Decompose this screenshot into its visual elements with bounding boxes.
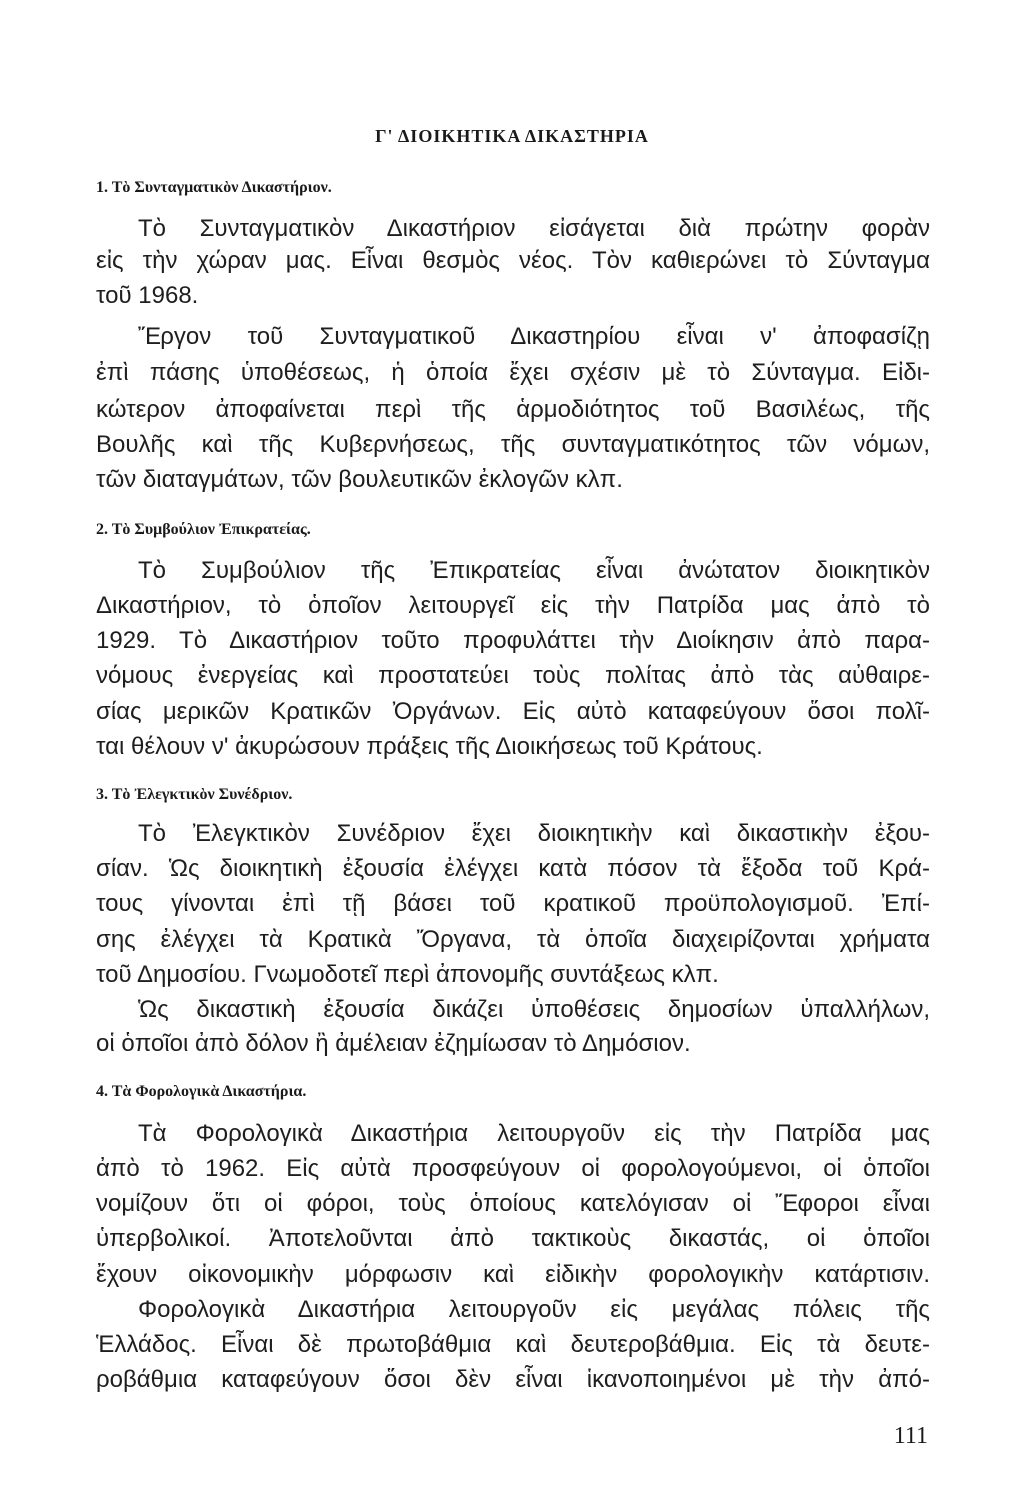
paragraph-line: κώτερον ἀποφαίνεται περὶ τῆς ἁρμοδιότητος τοῦ Βασιλέως, τῆς xyxy=(96,396,930,423)
paragraph-line: σης ἐλέγχει τὰ Κρατικὰ Ὄργανα, τὰ ὁποῖα διαχειρίζονται χρήματα xyxy=(96,926,930,953)
section-heading-constitutional-court: 1. Τὸ Συνταγματικὸν Δικαστήριον. xyxy=(96,179,332,196)
paragraph-line: ὑπερβολικοί. Ἀποτελοῦνται ἀπὸ τακτικοὺς δικαστάς, οἱ ὁποῖοι xyxy=(96,1225,930,1252)
paragraph-line: Ὡς δικαστικὴ ἐξουσία δικάζει ὑποθέσεις δημοσίων ὑπαλλήλων, xyxy=(138,996,930,1023)
paragraph-line: 1929. Τὸ Δικαστήριον τοῦτο προφυλάττει τὴν Διοίκησιν ἀπὸ παρα- xyxy=(96,627,930,654)
section-heading-court-of-audit: 3. Τὸ Ἐλεγκτικὸν Συνέδριον. xyxy=(96,786,293,803)
paragraph-line: ἀπὸ τὸ 1962. Εἰς αὐτὰ προσφεύγουν οἱ φορολογούμενοι, οἱ ὁποῖοι xyxy=(96,1155,930,1182)
paragraph-line: σίαν. Ὡς διοικητικὴ ἐξουσία ἐλέγχει κατὰ πόσον τὰ ἔξοδα τοῦ Κρά- xyxy=(96,855,930,882)
paragraph-line: τῶν διαταγμάτων, τῶν βουλευτικῶν ἐκλογῶν κλπ. xyxy=(96,466,623,493)
section-heading-tax-courts: 4. Τὰ Φορολογικὰ Δικαστήρια. xyxy=(96,1083,307,1100)
paragraph-line: ἐπὶ πάσης ὑποθέσεως, ἡ ὁποία ἔχει σχέσιν μὲ τὸ Σύνταγμα. Εἰδι- xyxy=(96,359,930,386)
paragraph-line: νόμους ἐνεργείας καὶ προστατεύει τοὺς πολίτας ἀπὸ τὰς αὐθαιρε- xyxy=(96,662,930,689)
paragraph-line: Δικαστήριον, τὸ ὁποῖον λειτουργεῖ εἰς τὴν Πατρίδα μας ἀπὸ τὸ xyxy=(96,592,930,619)
paragraph-line: Ἔργον τοῦ Συνταγματικοῦ Δικαστηρίου εἶναι ν' ἀποφασίζῃ xyxy=(138,323,930,350)
paragraph-line: εἰς τὴν χώραν μας. Εἶναι θεσμὸς νέος. Τὸν καθιερώνει τὸ Σύνταγμα xyxy=(96,247,930,274)
section-heading-council-of-state: 2. Τὸ Συμβούλιον Ἐπικρατείας. xyxy=(96,521,311,538)
paragraph-line: Ἑλλάδος. Εἶναι δὲ πρωτοβάθμια καὶ δευτεροβάθμια. Εἰς τὰ δευτε- xyxy=(96,1331,930,1358)
paragraph-line: ἔχουν οἰκονομικὴν μόρφωσιν καὶ εἰδικὴν φορολογικὴν κατάρτισιν. xyxy=(96,1261,930,1288)
paragraph-line: Βουλῆς καὶ τῆς Κυβερνήσεως, τῆς συνταγματικότητος τῶν νόμων, xyxy=(96,431,930,458)
paragraph-line: Τὸ Ἐλεγκτικὸν Συνέδριον ἔχει διοικητικὴν καὶ δικαστικὴν ἐξου- xyxy=(138,820,930,847)
paragraph-line: Φορολογικὰ Δικαστήρια λειτουργοῦν εἰς μεγάλας πόλεις τῆς xyxy=(138,1296,930,1323)
paragraph-line: οἱ ὁποῖοι ἀπὸ δόλον ἢ ἀμέλειαν ἐζημίωσαν τὸ Δημόσιον. xyxy=(96,1030,691,1057)
chapter-title: Γ' ΔΙΟΙΚΗΤΙΚΑ ΔΙΚΑΣΤΗΡΙΑ xyxy=(375,126,649,146)
paragraph-line: Τὸ Συνταγματικὸν Δικαστήριον εἰσάγεται διὰ πρώτην φορὰν xyxy=(138,215,930,242)
page-number: 111 xyxy=(893,1423,928,1449)
paragraph-line: νομίζουν ὅτι οἱ φόροι, τοὺς ὁποίους κατελόγισαν οἱ Ἔφοροι εἶναι xyxy=(96,1190,930,1217)
paragraph-line: τοῦ Δημοσίου. Γνωμοδοτεῖ περὶ ἀπονομῆς συντάξεως κλπ. xyxy=(96,961,719,988)
paragraph-line: σίας μερικῶν Κρατικῶν Ὀργάνων. Εἰς αὐτὸ καταφεύγουν ὅσοι πολῖ- xyxy=(96,698,930,725)
paragraph-line: τοῦ 1968. xyxy=(96,282,199,309)
paragraph-line: ροβάθμια καταφεύγουν ὅσοι δὲν εἶναι ἱκανοποιημένοι μὲ τὴν ἀπό- xyxy=(96,1366,930,1393)
paragraph-line: Τὸ Συμβούλιον τῆς Ἐπικρατείας εἶναι ἀνώτατον διοικητικὸν xyxy=(138,557,930,584)
paragraph-line: Τὰ Φορολογικὰ Δικαστήρια λειτουργοῦν εἰς τὴν Πατρίδα μας xyxy=(138,1120,930,1147)
paragraph-line: ται θέλουν ν' ἀκυρώσουν πράξεις τῆς Διοικήσεως τοῦ Κράτους. xyxy=(96,733,763,760)
paragraph-line: τους γίνονται ἐπὶ τῇ βάσει τοῦ κρατικοῦ προϋπολογισμοῦ. Ἐπί- xyxy=(96,890,930,917)
